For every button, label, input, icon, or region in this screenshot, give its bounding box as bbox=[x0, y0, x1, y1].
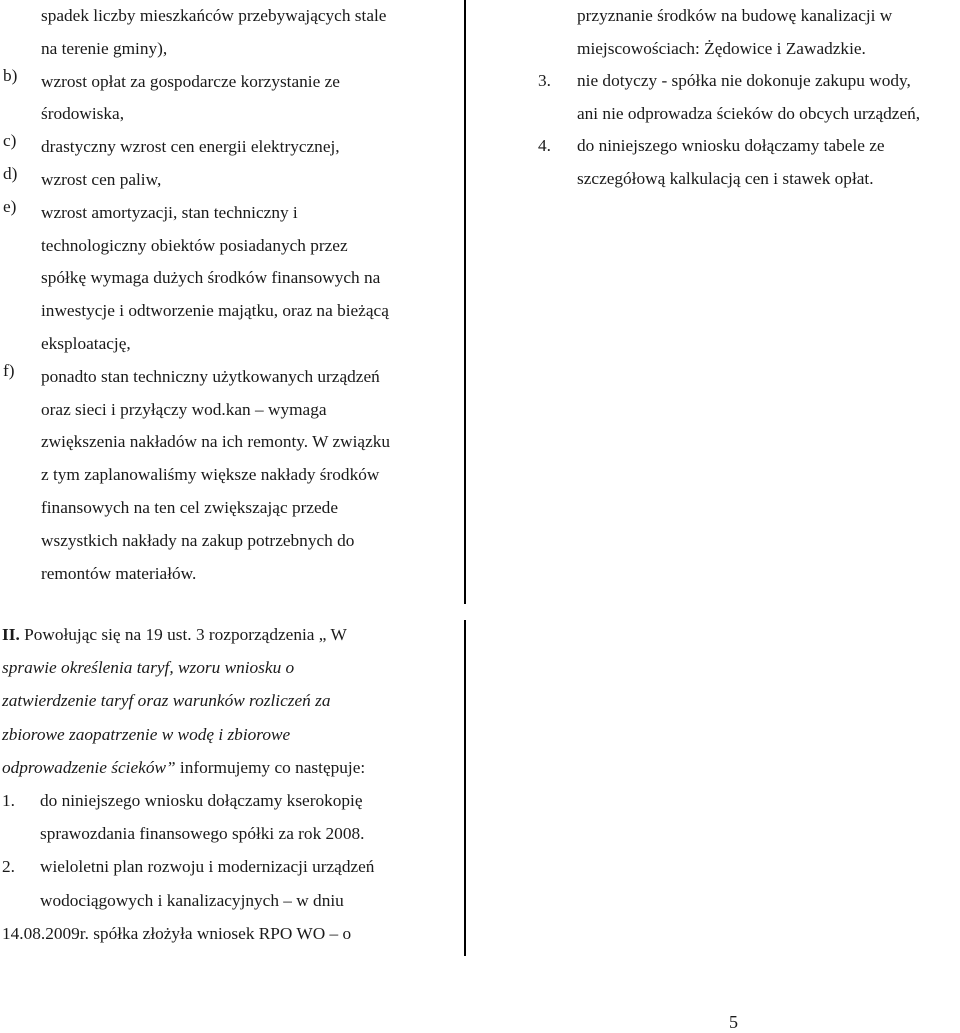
intro-ending: informujemy co następuje: bbox=[175, 757, 366, 777]
column-divider-bottom bbox=[464, 620, 466, 956]
text-line: technologiczny obiektów posiadanych przez bbox=[41, 235, 348, 255]
list-item-2-continuation bbox=[538, 0, 960, 65]
section-ii-trailing-line: 14.08.2009r. spółka złożyła wniosek RPO WO – o bbox=[2, 923, 352, 943]
item-number: 2. bbox=[2, 857, 15, 877]
column-divider-top bbox=[464, 0, 466, 604]
item-label: c) bbox=[3, 131, 17, 151]
text-line: miejscowościach: Żędowice i Zawadzkie. bbox=[577, 38, 866, 58]
intro-text: Powołując się na 19 ust. 3 rozporządzenia „ W bbox=[24, 625, 347, 644]
text-line: finansowych na ten cel zwiększając przede bbox=[41, 497, 338, 517]
list-item-b bbox=[0, 66, 460, 132]
list-item-e bbox=[0, 197, 460, 361]
item-label: e) bbox=[3, 196, 17, 216]
section-ii bbox=[2, 618, 462, 950]
text-line: do niniejszego wniosku dołączamy kserokopię bbox=[40, 791, 363, 811]
regulation-title-line: sprawie określenia taryf, wzoru wniosku o bbox=[2, 658, 295, 678]
text-line: ani nie odprowadza ścieków do obcych urządzeń, bbox=[577, 103, 921, 123]
text-line: wzrost amortyzacji, stan techniczny i bbox=[41, 202, 298, 222]
list-item-a-continuation bbox=[0, 0, 460, 66]
left-lettered-list bbox=[0, 0, 460, 590]
text-line: na terenie gminy), bbox=[41, 38, 168, 58]
list-item-d bbox=[0, 164, 460, 197]
text-line: z tym zaplanowaliśmy większe nakłady środków bbox=[41, 465, 380, 485]
text-line: spółkę wymaga dużych środków finansowych na bbox=[41, 268, 381, 288]
text-line: zwiększenia nakładów na ich remonty. W związku bbox=[41, 432, 391, 452]
text-line: eksploatację, bbox=[41, 333, 131, 353]
text-line: wodociągowych i kanalizacyjnych – w dniu bbox=[40, 890, 344, 910]
list-item-c bbox=[0, 131, 460, 164]
section-ii-item-2 bbox=[2, 850, 462, 916]
text-line: do niniejszego wniosku dołączamy tabele ze bbox=[577, 136, 885, 156]
item-label: b) bbox=[3, 65, 18, 85]
text-line: ponadto stan techniczny użytkowanych urządzeń bbox=[41, 366, 380, 386]
list-item-4 bbox=[538, 130, 960, 195]
page-number: 5 bbox=[729, 1012, 738, 1032]
item-number: 1. bbox=[2, 791, 15, 811]
text-line: drastyczny wzrost cen energii elektrycznej, bbox=[41, 137, 340, 157]
text-line: sprawozdania finansowego spółki za rok 2008. bbox=[40, 824, 365, 844]
list-item-3 bbox=[538, 65, 960, 130]
regulation-title-line: zatwierdzenie taryf oraz warunków rozliczeń za bbox=[2, 691, 331, 711]
text-line: wzrost cen paliw, bbox=[41, 169, 162, 189]
item-label: f) bbox=[3, 360, 15, 380]
text-line: wszystkich nakłady na zakup potrzebnych do bbox=[41, 530, 355, 550]
text-line: środowiska, bbox=[41, 104, 125, 124]
item-number: 4. bbox=[538, 136, 551, 156]
list-item-f bbox=[0, 361, 460, 591]
right-numbered-list bbox=[538, 0, 960, 196]
text-line: nie dotyczy - spółka nie dokonuje zakupu wody, bbox=[577, 71, 911, 91]
text-line: remontów materiałów. bbox=[41, 563, 197, 583]
text-line: oraz sieci i przyłączy wod.kan – wymaga bbox=[41, 399, 327, 419]
section-ii-intro bbox=[2, 618, 462, 651]
text-line: wzrost opłat za gospodarcze korzystanie ze bbox=[41, 71, 340, 91]
text-line: przyznanie środków na budowę kanalizacji w bbox=[577, 6, 893, 25]
item-number: 3. bbox=[538, 71, 551, 91]
regulation-title-last-line bbox=[2, 751, 462, 784]
item-label: d) bbox=[3, 163, 18, 183]
text-line: inwestycje i odtworzenie majątku, oraz na bieżącą bbox=[41, 301, 389, 321]
text-line: szczegółową kalkulacją cen i stawek opłat. bbox=[577, 168, 874, 188]
text-line: wieloletni plan rozwoju i modernizacji urządzeń bbox=[40, 857, 375, 877]
regulation-title-line: zbiorowe zaopatrzenie w wodę i zbiorowe bbox=[2, 724, 291, 744]
section-ii-item-1 bbox=[2, 784, 462, 850]
regulation-title-end: odprowadzenie ścieków” bbox=[2, 757, 176, 777]
section-heading: II. bbox=[2, 625, 20, 644]
text-line: spadek liczby mieszkańców przebywających stale bbox=[41, 6, 387, 25]
